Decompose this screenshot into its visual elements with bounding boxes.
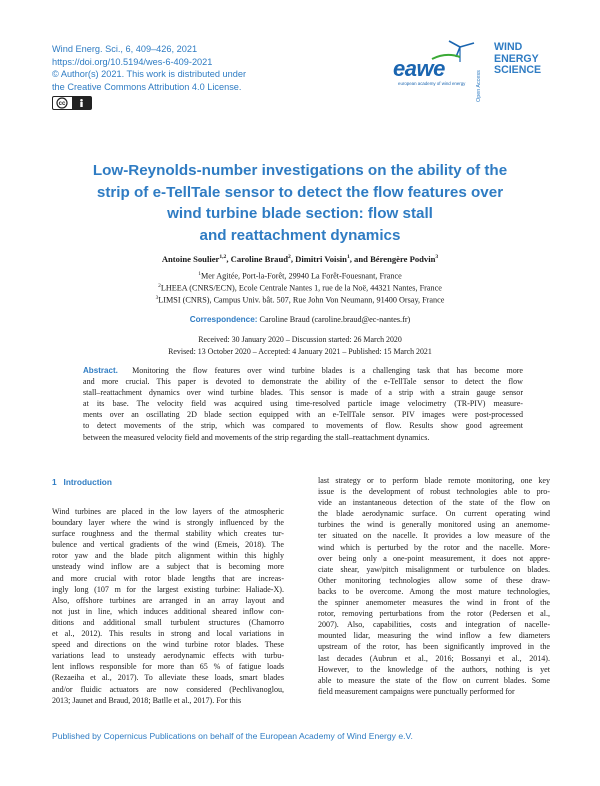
body-text-line: mounted lidar, measuring the wind inflow a few diameters	[318, 631, 550, 641]
section-heading	[52, 477, 112, 487]
body-text-line: speed and directions on the wind turbine rotor blades. These	[52, 640, 284, 650]
body-text-line: field measurement campaigns were punctually performed for	[318, 686, 515, 696]
eawe-logo-text: eawe	[393, 56, 445, 81]
body-text-line: Wind turbines are placed in the low layers of the atmospheric	[52, 507, 284, 516]
body-text-line: However, to the knowledge of the authors, nothing is yet	[318, 664, 550, 674]
title-line: Low-Reynolds-number investigations on the ability of the	[92, 162, 508, 179]
eawe-logo-subtitle: european academy of wind energy	[398, 81, 466, 86]
body-text-line: surface roughness and the thermal stability which creates tur-	[52, 529, 284, 539]
journal-header-info	[52, 43, 352, 93]
section-title: Introduction	[63, 477, 112, 487]
cc-by-license-badge-icon[interactable]	[52, 96, 92, 110]
body-text-line: rotor, removing perturbations from the rotor (Pedersen et al.,	[318, 609, 550, 619]
body-text-line: the spinner anemometer measures the wind in front of the	[318, 598, 550, 608]
journal-reference: Wind Energ. Sci., 6, 409–426, 2021	[52, 44, 198, 54]
correspondence-text[interactable]: Caroline Braud (caroline.braud@ec-nantes.fr)	[259, 315, 411, 324]
cc-badge-text: cc	[58, 101, 66, 108]
section-number: 1	[52, 477, 57, 487]
abstract-text: Monitoring the flow features over wind turbine blades is a challenging task that has become more	[132, 366, 523, 375]
affiliation-text: LHEEA (CNRS/ECN), Ecole Centrale Nantes 1, rue de la Noë, 44321 Nantes, France	[160, 283, 442, 293]
body-text-line: Also, offshore turbines are arranged in an array layout and	[52, 595, 284, 605]
body-text-line: wind which is perturbed by the rotor and the nacelle. More-	[318, 542, 550, 552]
body-text-line: the blade aerodynamic surface. On current operating wind	[318, 509, 550, 519]
body-text-line: and/or fluidic actuators are now considered (Pechlivanoglou,	[52, 684, 284, 694]
dates-line-1: Received: 30 January 2020 – Discussion started: 26 March 2020	[198, 335, 402, 344]
affiliation-number: 3	[155, 295, 159, 301]
body-text-line: backs to be overcome. Among the most mature technologies,	[318, 586, 550, 596]
abstract-line: ments over an oscillating 2D blade section equipped with an e-TellTale sensor. PIV images were post-processed	[83, 410, 523, 420]
author-name: Antoine Soulier	[161, 254, 220, 264]
body-text-line: et al., 2012). This results in strong and local variations in	[52, 629, 284, 639]
affiliation-2	[50, 283, 550, 293]
journal-logo	[494, 42, 541, 77]
author-name: Dimitri Voisin	[295, 254, 347, 264]
open-access-label: Open Access	[476, 70, 482, 102]
author-separator: , and	[349, 254, 371, 264]
body-text-line: and more crucial with rotor blade lengths that are increas-	[52, 573, 284, 583]
affiliation-1	[50, 271, 550, 281]
correspondence	[50, 315, 550, 324]
doi-link[interactable]: https://doi.org/10.5194/wes-6-409-2021	[52, 56, 213, 67]
author-affiliation-marker[interactable]: 2	[288, 254, 291, 261]
body-text-line: last decades (Aubrun et al., 2016; Bossanyi et al., 2014).	[318, 653, 550, 663]
affiliation-text: LIMSI (CNRS), Campus Univ. bât. 507, Rue John Von Neumann, 91400 Orsay, France	[158, 295, 445, 305]
author-affiliation-marker[interactable]: 1,2	[219, 254, 227, 261]
body-text-line: rotor yaw and the blade pitch alignment within this highly	[52, 551, 284, 561]
article-title	[50, 160, 550, 246]
title-line: strip of e-TellTale sensor to detect the flow features over	[96, 183, 504, 201]
abstract-label: Abstract.	[83, 366, 118, 375]
body-text-line: ingly long (107 m for the largest existing turbine: Haliade-X).	[52, 584, 284, 594]
dates-line-2: Revised: 13 October 2020 – Accepted: 4 January 2021 – Published: 15 March 2021	[168, 347, 432, 356]
abstract-line: stall–reattachment dynamics over wind turbine blades. This sensor is made of a strip with a strain gauge sensor	[83, 388, 523, 398]
body-text-line: ciate shear, yaw/pitch misalignment or turbulence on blades.	[318, 564, 550, 574]
author-separator: ,	[226, 254, 231, 264]
copyright-line-2: the Creative Commons Attribution 4.0 License.	[52, 81, 242, 92]
body-text-line: ter situated on the nacelle. It provides a low measure of the	[318, 531, 550, 541]
journal-logo-line: SCIENCE	[494, 64, 542, 77]
author-list	[50, 254, 550, 264]
author-separator: ,	[290, 254, 296, 264]
body-text-line: last strategy or to perform blade remote monitoring, one key	[318, 476, 550, 485]
author-name: Bérengère Podvin	[370, 254, 436, 264]
body-text-line: upstream of the rotor, has been significantly improved in the	[318, 642, 550, 652]
journal-logo-line: WIND	[494, 41, 523, 53]
body-text-line: Other monitoring technologies allow some of these draw-	[318, 575, 550, 585]
correspondence-label: Correspondence:	[189, 315, 258, 324]
affiliation-text: Mer Agitée, Port-la-Forêt, 29940 La Forêt-Fouesnant, France	[200, 271, 402, 281]
journal-logo-line: ENERGY	[494, 52, 539, 65]
body-text-line: able to measure the state of the flow on current blades. Some	[318, 675, 550, 685]
publisher-footer: Published by Copernicus Publications on behalf of the European Academy of Wind Energy e.V.	[52, 731, 413, 741]
abstract-line	[83, 365, 523, 376]
abstract-line: to detect movements of the strip, which was compared to movements of flow. Results show good agreement	[83, 421, 523, 431]
body-text-line: lent inflows responsible for more than 65 % of fatigue loads	[52, 662, 284, 672]
body-text-line: ditions and additional small turbulent structures (Chamorro	[52, 617, 284, 627]
body-text-line: variations lead to unsteady aerodynamic effects with turbu-	[52, 651, 284, 661]
body-text-line: (Rezaeiha et al., 2017). To alleviate these loads, smart blades	[52, 673, 284, 683]
body-text-line: over being only a one-point measurement, it does not appre-	[318, 553, 550, 563]
abstract-line: and more crucial. This paper is devoted to demonstrate the ability of the e-TellTale sensor to detect the flow	[83, 377, 523, 387]
author-name: Caroline Braud	[230, 254, 289, 264]
affiliation-number: 1	[198, 271, 201, 277]
body-text-line: 2013; Jaunet and Braud, 2018; Batlle et al., 2017). For this	[52, 695, 242, 705]
title-line: and reattachment dynamics	[199, 226, 401, 244]
body-text-line: unsteady wind inflow are a subject that is becoming more	[52, 562, 284, 572]
body-text-line: bulence and vertical gradients of the wind (Emeis, 2018). The	[52, 540, 284, 550]
abstract	[83, 365, 523, 443]
title-line: wind turbine blade section: flow stall	[167, 205, 433, 222]
body-text-line: turbines the wind is generally monitored using an anemome-	[318, 520, 550, 530]
abstract-line: at its base. The velocity field was acquired using time-resolved particle image velocimetry (TR-PIV) measure-	[83, 399, 523, 409]
affiliation-3	[50, 295, 550, 305]
body-text-line: issue is the development of robust technologies able to pro-	[318, 487, 550, 497]
author-affiliation-marker[interactable]: 1	[346, 254, 350, 261]
affiliation-number: 2	[158, 283, 161, 289]
copyright-line-1: © Author(s) 2021. This work is distributed under	[52, 69, 247, 80]
abstract-line: between the measured velocity field and movements of the strip regarding the stall–reattachment dynamics.	[83, 432, 430, 442]
body-text-line: vide an instantaneous detection of the state of the flow on	[318, 498, 550, 508]
body-text-line: 2007). Also, capabilities, costs and integration of nacelle-	[318, 620, 550, 630]
body-column-left	[52, 506, 284, 706]
author-affiliation-marker[interactable]: 3	[435, 254, 439, 261]
body-text-line: boundary layer where the wind is strongly influenced by the	[52, 518, 284, 528]
body-text-line: not just in line, which induces additional sheared inflow con-	[52, 606, 284, 616]
body-column-right	[318, 475, 550, 697]
